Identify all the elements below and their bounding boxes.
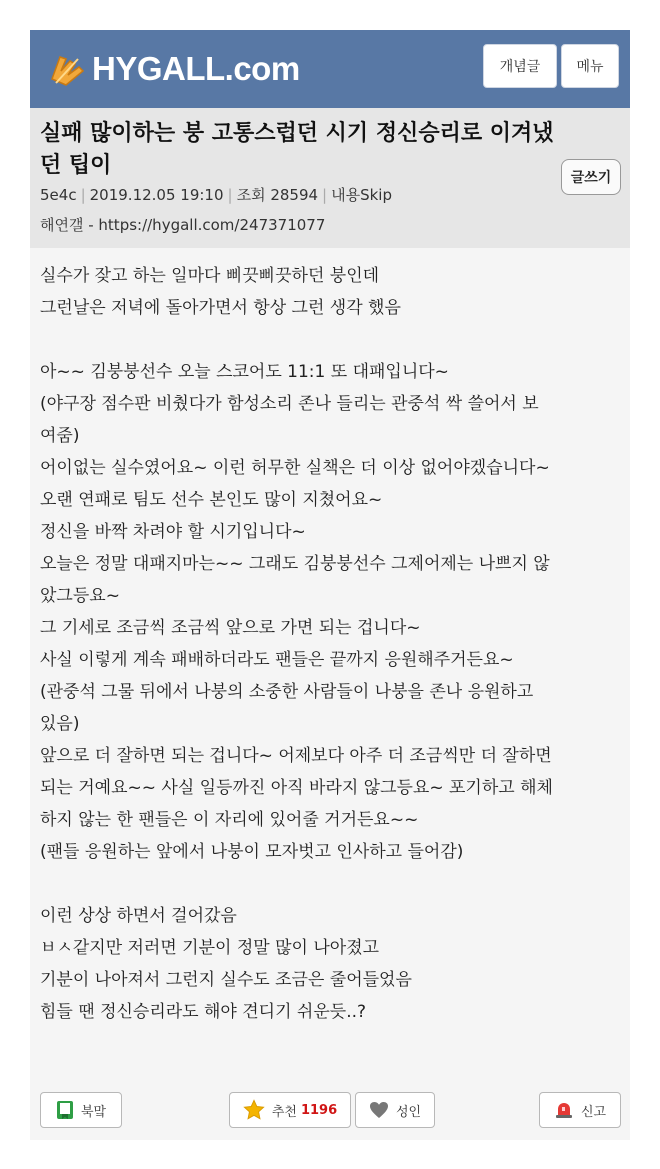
concept-posts-button[interactable]: 개념글 bbox=[483, 44, 557, 88]
adult-label: 성인 bbox=[395, 1104, 422, 1120]
post-title: 실패 많이하는 붕 고통스럽던 시기 정신승리로 이겨냈던 팁이 bbox=[40, 121, 554, 178]
bookmark-button[interactable] bbox=[40, 1092, 122, 1128]
body-line: 아~~ 김붕붕선수 오늘 스코어도 11:1 또 대패입니다~ bbox=[40, 362, 449, 382]
recommend-label: 추천 bbox=[271, 1104, 297, 1120]
siren-icon bbox=[554, 1101, 574, 1119]
post-header bbox=[30, 108, 630, 248]
adult-button[interactable] bbox=[355, 1092, 435, 1128]
body-line: 앞으로 더 잘하면 되는 겁니다~ 어제보다 아주 더 조금씩만 더 잘하면 bbox=[40, 746, 552, 766]
meta-divider: | bbox=[227, 186, 233, 204]
skip-content-link[interactable]: 내용Skip bbox=[331, 186, 392, 204]
bookmark-label: 북맠 bbox=[80, 1104, 107, 1120]
post-meta bbox=[40, 185, 392, 205]
star-icon bbox=[243, 1099, 265, 1121]
report-label: 신고 bbox=[580, 1104, 607, 1120]
body-line: 이런 상상 하면서 걸어갔음 bbox=[40, 906, 237, 926]
report-button[interactable] bbox=[539, 1092, 621, 1128]
body-line: (팬들 응원하는 앞에서 나붕이 모자벗고 인사하고 들어감) bbox=[40, 842, 464, 862]
post-author[interactable]: 5e4c bbox=[40, 186, 77, 204]
body-line: 그 기세로 조금씩 조금씩 앞으로 가면 되는 겁니다~ bbox=[40, 618, 421, 638]
post-datetime: 2019.12.05 19:10 bbox=[89, 186, 224, 204]
meta-divider: | bbox=[80, 186, 86, 204]
logo-text: HYGALL.com bbox=[92, 50, 300, 87]
site-logo[interactable] bbox=[48, 46, 300, 92]
body-line: 하지 않는 한 팬들은 이 자리에 있어줄 거거든요~~ bbox=[40, 810, 419, 830]
body-line: 오늘은 정말 대패지마는~~ 그래도 김붕붕선수 그제어제는 나쁘지 않 bbox=[40, 554, 550, 574]
body-line: 았그등요~ bbox=[40, 586, 120, 606]
body-line: 되는 거예요~~ 사실 일등까진 아직 바라지 않그등요~ 포기하고 해체 bbox=[40, 778, 553, 798]
body-line: 여줌) bbox=[40, 426, 80, 446]
body-line: 그런날은 저녁에 돌아가면서 항상 그런 생각 했음 bbox=[40, 298, 401, 318]
meta-divider: | bbox=[322, 186, 328, 204]
recommend-button[interactable] bbox=[229, 1092, 351, 1128]
body-line: (관중석 그물 뒤에서 나붕의 소중한 사람들이 나붕을 존나 응원하고 bbox=[40, 682, 534, 702]
body-line: 어이없는 실수였어요~ 이런 허무한 실책은 더 이상 없어야겠습니다~ bbox=[40, 458, 550, 478]
body-line: ㅂㅅ같지만 저러면 기분이 정말 많이 나아졌고 bbox=[40, 938, 380, 958]
bookmark-icon bbox=[56, 1100, 74, 1120]
body-line: 실수가 잦고 하는 일마다 삐끗삐끗하던 붕인데 bbox=[40, 266, 380, 286]
logo-icon bbox=[48, 49, 88, 89]
page-frame bbox=[30, 30, 630, 1140]
body-line: 오랜 연패로 팀도 선수 본인도 많이 지쳤어요~ bbox=[40, 490, 383, 510]
post-views: 조회 28594 bbox=[236, 186, 319, 204]
menu-button[interactable]: 메뉴 bbox=[561, 44, 619, 88]
post-source[interactable]: 해연갤 - https://hygall.com/247371077 bbox=[40, 216, 326, 234]
site-header bbox=[30, 30, 630, 108]
body-line: 사실 이렇게 계속 패배하더라도 팬들은 끝까지 응원해주거든요~ bbox=[40, 650, 514, 670]
body-line: 정신을 바짝 차려야 할 시기입니다~ bbox=[40, 522, 306, 542]
post-body bbox=[40, 260, 625, 1028]
heart-icon bbox=[369, 1101, 389, 1119]
body-line: 있음) bbox=[40, 714, 80, 734]
recommend-count: 1196 bbox=[300, 1102, 338, 1118]
write-post-button[interactable]: 글쓰기 bbox=[561, 159, 621, 195]
body-line: 힘들 땐 정신승리라도 해야 견디기 쉬운듯..? bbox=[40, 1002, 367, 1022]
body-line: (야구장 점수판 비췄다가 함성소리 존나 들리는 관중석 싹 쓸어서 보 bbox=[40, 394, 539, 414]
body-line: 기분이 나아져서 그런지 실수도 조금은 줄어들었음 bbox=[40, 970, 412, 990]
blank-line bbox=[40, 868, 625, 900]
blank-line bbox=[40, 324, 625, 356]
